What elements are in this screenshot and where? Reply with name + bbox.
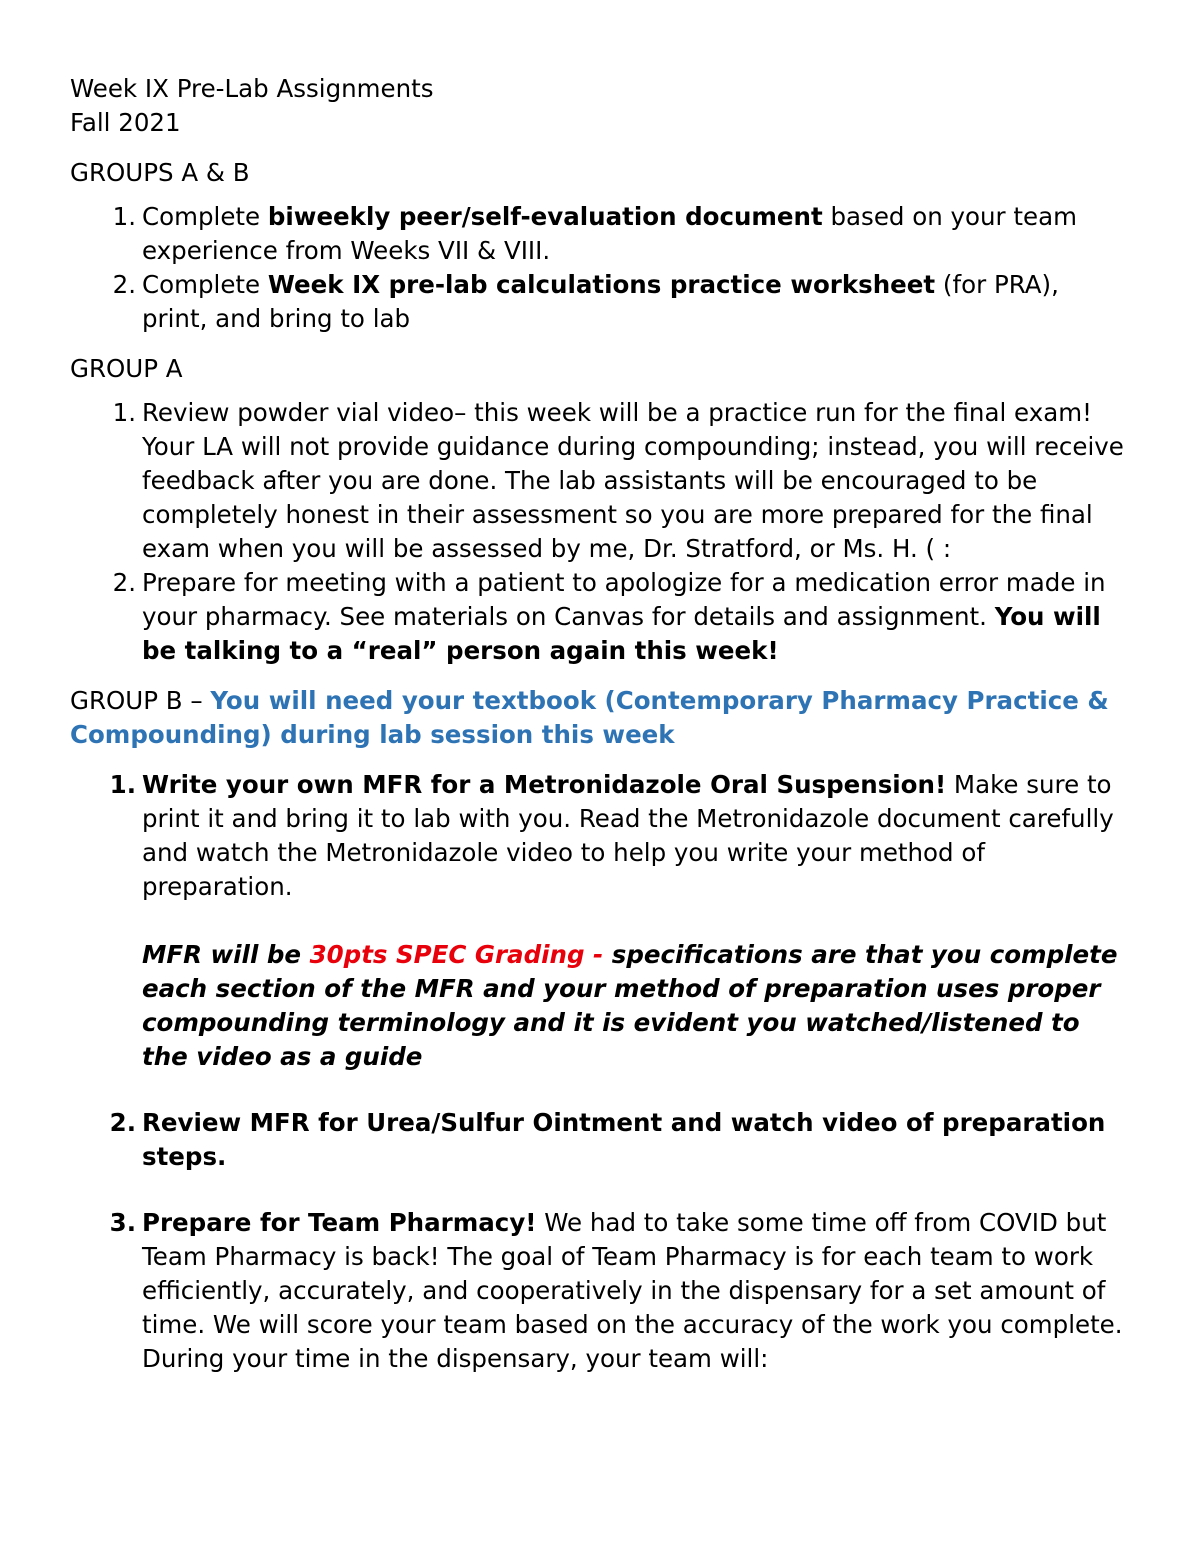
item-bold-text: Review MFR for Urea/Sulfur Ointment and watch video of preparation steps. [142, 1108, 1106, 1171]
spec-grading-label: 30pts SPEC Grading [309, 940, 585, 969]
group-a-list [70, 396, 1130, 668]
list-number: 1. [112, 202, 136, 231]
item-text: Complete [142, 270, 268, 299]
item-text: based on your team experience from Weeks VII & VIII. [142, 202, 1077, 265]
item-text: Prepare for meeting with a patient to apologize for a medication error made in your pharmacy. See materials on Canvas for details and assignment. [142, 568, 1106, 631]
groups-ab-list [70, 200, 1130, 336]
list-number: 1. [112, 398, 136, 427]
item-text: Make sure to print it and bring it to lab with you. Read the Metronidazole document carefully and watch the Metronidazole video to help you write your method of preparation. [142, 770, 1114, 901]
list-item [70, 768, 1130, 1074]
group-b-heading [70, 684, 1130, 752]
item-bold-text: Prepare for Team Pharmacy! [142, 1208, 537, 1237]
list-number: 1. [109, 770, 136, 799]
group-b-label: GROUP B – [70, 686, 211, 715]
item-bold-text: Write your own MFR for a Metronidazole Oral Suspension! [142, 770, 947, 799]
list-item [70, 1106, 1130, 1174]
note-dash: - [584, 940, 604, 969]
list-item [70, 396, 1130, 566]
item-text: We had to take some time off from COVID but Team Pharmacy is back! The goal of Team Pharmacy is for each team to work efficiently, accurately, and cooperatively in the dispensary for a set amount of time. We will score your team based on the accuracy of the work you complete. During your time in the dispensary, your team will: [142, 1208, 1123, 1373]
group-a-heading: GROUP A [70, 354, 183, 383]
document-term: Fall 2021 [70, 108, 181, 137]
list-number: 2. [112, 270, 136, 299]
item-text: Complete [142, 202, 268, 231]
list-item [70, 200, 1130, 268]
list-number: 2. [112, 568, 136, 597]
list-item [70, 1206, 1130, 1376]
groups-ab-heading: GROUPS A & B [70, 158, 250, 187]
document-title: Week IX Pre-Lab Assignments [70, 74, 434, 103]
list-item [70, 566, 1130, 668]
item-bold-text: biweekly peer/self-evaluation document [267, 202, 823, 231]
group-b-textbook-note: You will need your textbook (Contemporary Pharmacy Practice & Compounding) during lab session this week [70, 686, 1109, 749]
mfr-grading-note [142, 938, 1130, 1074]
item-text: (for PRA), print, and bring to lab [142, 270, 1059, 333]
item-bold-text: You will be talking to a “real” person again this week! [142, 602, 1101, 665]
item-bold-text: Week IX pre-lab calculations practice worksheet [267, 270, 936, 299]
note-text: MFR will be [142, 940, 310, 969]
note-text: specifications are that you complete each section of the MFR and your method of preparation uses proper compounding terminology and it is evident you watched/listened to the video as a guide [142, 940, 1118, 1071]
list-item [70, 268, 1130, 336]
item-text: Review powder vial video– this week will be a practice run for the final exam! Your LA will not provide guidance during compounding; instead, you will receive feedback after you are done. The lab assistants will be encouraged to be completely honest in their assessment so you are more prepared for the final exam when you will be assessed by me, Dr. Stratford, or Ms. H. ( : [142, 398, 1124, 563]
group-b-list [70, 768, 1130, 1376]
list-number: 2. [109, 1108, 136, 1137]
list-number: 3. [109, 1208, 136, 1237]
